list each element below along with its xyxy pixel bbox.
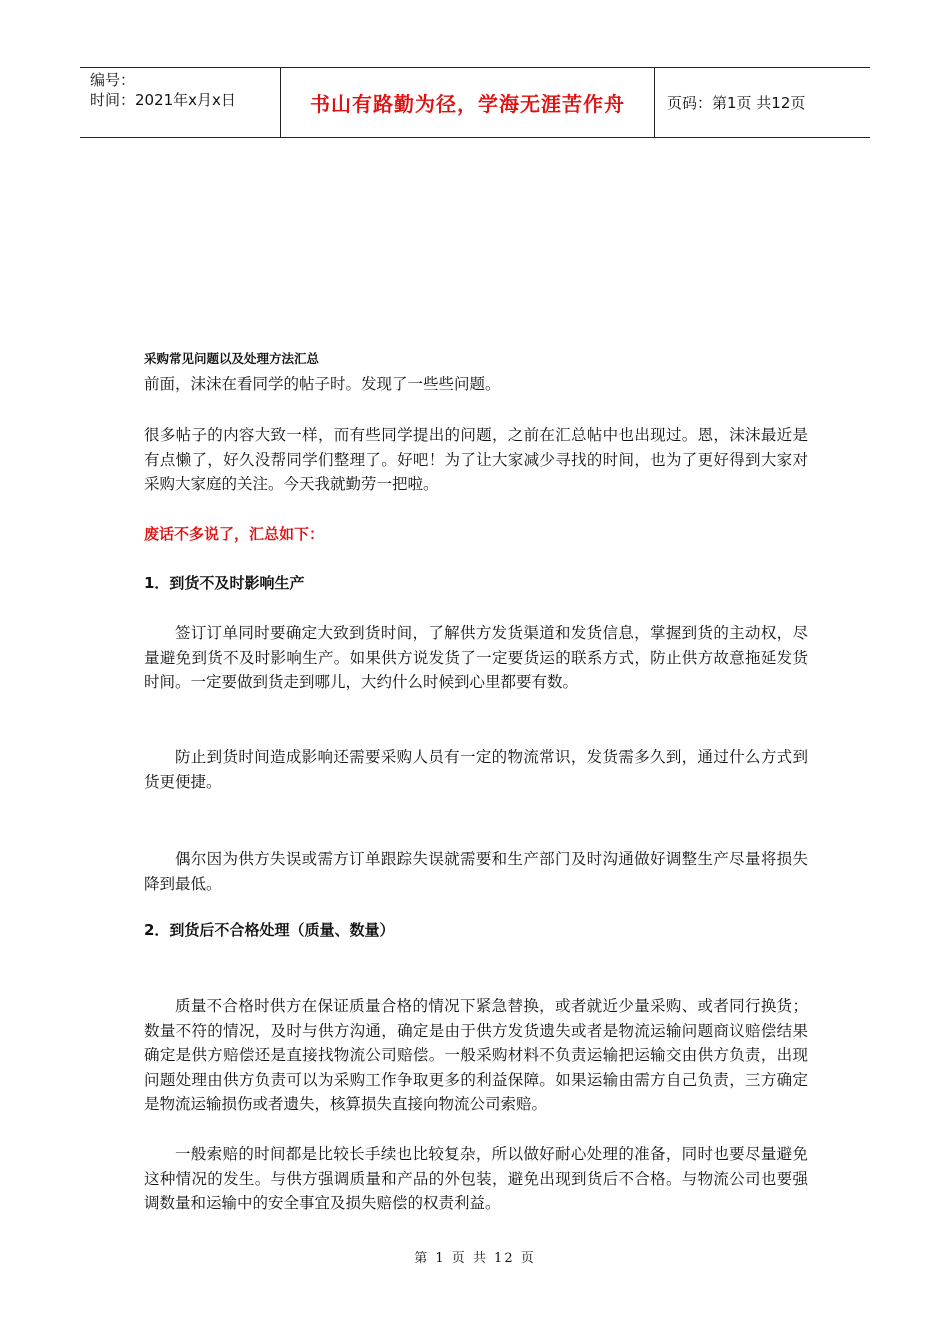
section-1-heading: 1．到货不及时影响生产 — [144, 574, 305, 592]
header-page-info: 页码：第1页 共12页 — [667, 94, 806, 112]
section-2-paragraph-2: 一般索赔的时间都是比较长手续也比较复杂，所以做好耐心处理的准备，同时也要尽量避免这种情况的发生。与供方强调质量和产品的外包装，避免出现到货后不合格。与物流公司也要强调数量和运输中的安全事宜及损失赔偿的权责利益。 — [144, 1145, 808, 1212]
section-1-paragraph-2: 防止到货时间造成影响还需要采购人员有一定的物流常识，发货需多久到，通过什么方式到货更便捷。 — [144, 748, 808, 791]
document-title: 采购常见问题以及处理方法汇总 — [144, 351, 320, 366]
summary-heading: 废话不多说了，汇总如下： — [144, 525, 325, 543]
number-label: 编号： — [90, 71, 136, 89]
page-footer: 第 1 页 共 12 页 — [414, 1251, 536, 1266]
paragraph-intro: 很多帖子的内容大致一样，而有些同学提出的问题，之前在汇总帖中也出现过。恩，沫沫最近是有点懒了，好久没帮同学们整理了。好吧！为了让大家减少寻找的时间，也为了更好得到大家对采购大家庭的关注。今天我就勤劳一把啦。 — [144, 426, 808, 493]
page-header — [80, 67, 870, 138]
section-2-paragraph-1: 质量不合格时供方在保证质量合格的情况下紧急替换，或者就近少量采购、或者同行换货；数量不符的情况，及时与供方沟通，确定是由于供方发货遗失或者是物流运输问题商议赔偿结果确定是供方赔偿还是直接找物流公司赔偿。一般采购材料不负责运输把运输交由供方负责，出现问题处理由供方负责可以为采购工作争取更多的利益保障。如果运输由需方自己负责，三方确定是物流运输损伤或者遗失，核算损失直接向物流公司索赔。 — [144, 997, 808, 1113]
section-2-heading: 2．到货后不合格处理（质量、数量） — [144, 921, 395, 939]
section-1-paragraph-1: 签订订单同时要确定大致到货时间，了解供方发货渠道和发货信息，掌握到货的主动权，尽量避免到货不及时影响生产。如果供方说发货了一定要货运的联系方式，防止供方故意拖延发货时间。一定要做到货走到哪儿，大约什么时候到心里都要有数。 — [144, 624, 808, 691]
header-motto: 书山有路勤为径，学海无涯苦作舟 — [281, 68, 655, 137]
header-meta — [80, 68, 281, 137]
intro-line: 前面，沫沫在看同学的帖子时。发现了一些些问题。 — [144, 375, 501, 393]
section-1-paragraph-3: 偶尔因为供方失误或需方订单跟踪失误就需要和生产部门及时沟通做好调整生产尽量将损失降到最低。 — [144, 850, 808, 893]
date-label: 时间：2021年x月x日 — [90, 91, 236, 109]
